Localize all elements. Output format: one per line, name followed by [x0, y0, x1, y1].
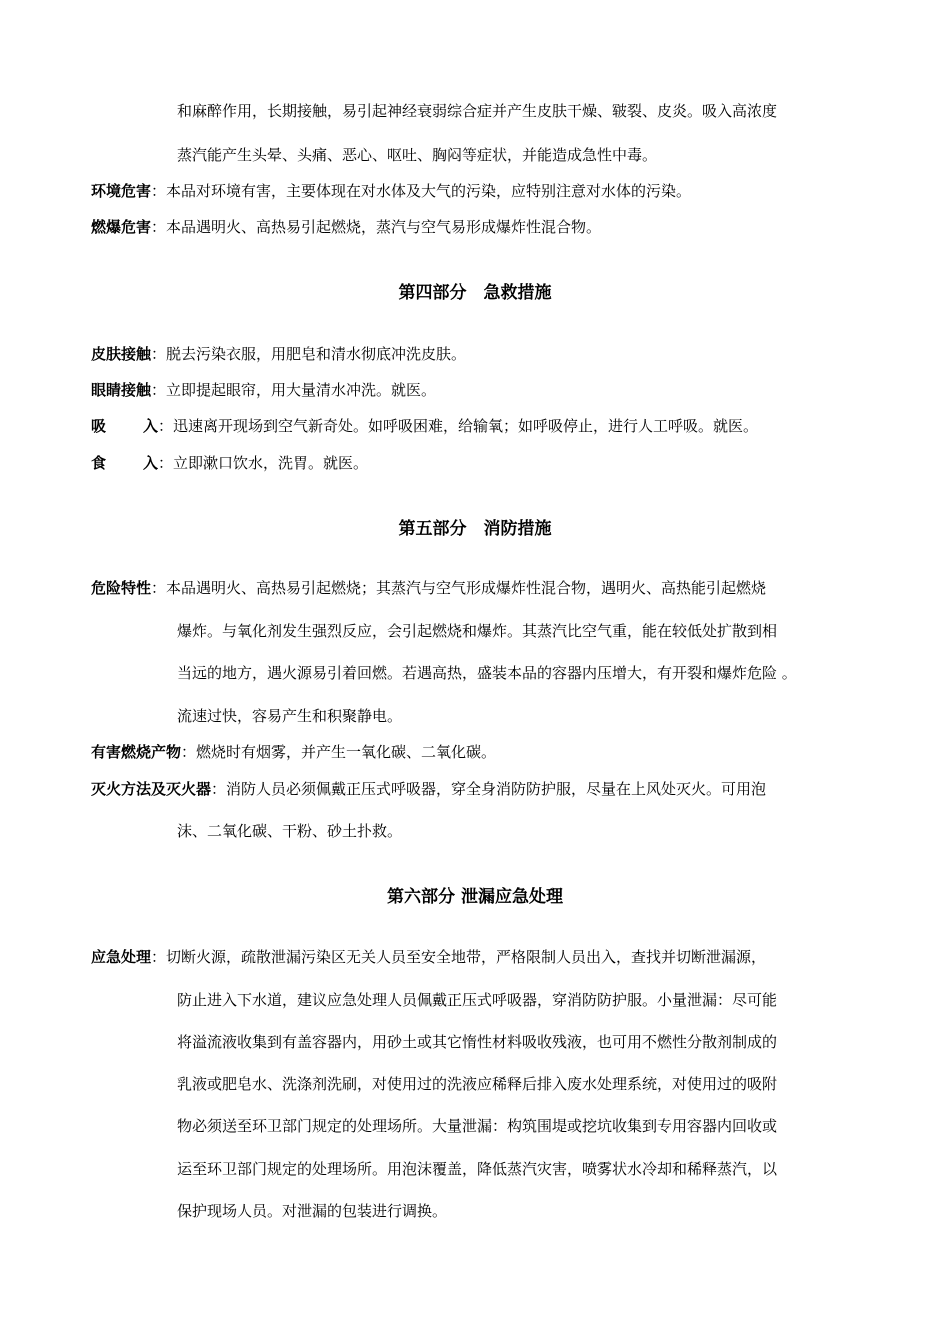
- combustion-products-text: ：燃烧时有烟雾，并产生一氧化碳、二氧化碳。: [181, 743, 497, 761]
- inhalation-text: ：迅速离开现场到空气新奇处。如呼吸困难，给输氧；如呼吸停止，进行人工呼吸。就医。: [158, 417, 759, 435]
- hazard-characteristics-label: 危险特性: [91, 579, 152, 597]
- fire-explosion-hazard-row: [91, 216, 601, 237]
- hazard-characteristics-line: 当远的地方，遇火源易引着回燃。若遇高热，盛装本品的容器内压增大，有开裂和爆炸危险 。: [177, 664, 797, 682]
- health-hazard-continuation-line-1: 和麻醉作用，长期接触，易引起神经衰弱综合症并产生皮肤干燥、皲裂、皮炎。吸入高浓度: [177, 102, 778, 120]
- ingestion-label-second-char: 入: [143, 454, 159, 472]
- inhalation-row: [91, 415, 758, 436]
- extinguishing-method-line: ：消防人员必须佩戴正压式呼吸器，穿全身消防防护服，尽量在上风处灭火。可用泡: [211, 780, 767, 798]
- eye-contact-row: [91, 379, 436, 400]
- ingestion-row: [91, 452, 368, 473]
- emergency-response-line: ：切断火源，疏散泄漏污染区无关人员至安全地带，严格限制人员出入，查找并切断泄漏源，: [151, 948, 767, 966]
- emergency-response-line: 将溢流液收集到有盖容器内，用砂土或其它惰性材料吸收残液，也可用不燃性分散剂制成的: [177, 1033, 778, 1051]
- emergency-response-line: 物必须送至环卫部门规定的处理场所。大量泄漏：构筑围堤或挖坑收集到专用容器内回收或: [177, 1117, 778, 1135]
- hazard-characteristics-line: 流速过快，容易产生和积聚静电。: [177, 707, 403, 725]
- combustion-products-label: 有害燃烧产物: [91, 743, 182, 761]
- fire-explosion-hazard-label: 燃爆危害: [91, 218, 152, 236]
- extinguishing-method-row: [91, 778, 766, 799]
- skin-contact-label: 皮肤接触: [91, 345, 152, 363]
- section-6-title: 第六部分 泄漏应急处理: [387, 887, 563, 907]
- eye-contact-label: 眼睛接触: [91, 381, 152, 399]
- ingestion-label-first-char: 食: [91, 454, 107, 472]
- extinguishing-method-label: 灭火方法及灭火器: [91, 780, 212, 798]
- environment-hazard-text: ：本品对环境有害，主要体现在对水体及大气的污染，应特别注意对水体的污染。: [151, 182, 692, 200]
- fire-explosion-hazard-text: ：本品遇明火、高热易引起燃烧，蒸汽与空气易形成爆炸性混合物。: [151, 218, 602, 236]
- hazard-characteristics-line: ：本品遇明火、高热易引起燃烧；其蒸汽与空气形成爆炸性混合物，遇明火、高热能引起燃烧: [151, 579, 767, 597]
- eye-contact-text: ：立即提起眼帘，用大量清水冲洗。就医。: [151, 381, 437, 399]
- health-hazard-continuation-line-2: 蒸汽能产生头晕、头痛、恶心、呕吐、胸闷等症状，并能造成急性中毒。: [177, 146, 658, 164]
- skin-contact-text: ：脱去污染衣服，用肥皂和清水彻底冲洗皮肤。: [151, 345, 467, 363]
- inhalation-label-second-char: 入: [143, 417, 159, 435]
- emergency-response-row: [91, 946, 766, 967]
- combustion-products-row: [91, 741, 496, 762]
- hazard-characteristics-row: [91, 577, 766, 598]
- emergency-response-line: 保护现场人员。对泄漏的包装进行调换。: [177, 1202, 448, 1220]
- section-4-title: 第四部分 急救措施: [398, 283, 552, 303]
- emergency-response-line: 运至环卫部门规定的处理场所。用泡沫覆盖，降低蒸汽灾害，喷雾状水冷却和稀释蒸汽，以: [177, 1160, 778, 1178]
- emergency-response-label: 应急处理: [91, 948, 152, 966]
- inhalation-label-first-char: 吸: [91, 417, 107, 435]
- skin-contact-row: [91, 343, 466, 364]
- extinguishing-method-line: 沫、二氧化碳、干粉、砂土扑救。: [177, 822, 403, 840]
- ingestion-text: ：立即漱口饮水，洗胃。就医。: [158, 454, 369, 472]
- section-5-title: 第五部分 消防措施: [398, 519, 552, 539]
- emergency-response-line: 乳液或肥皂水、洗涤剂洗刷，对使用过的洗液应稀释后排入废水处理系统，对使用过的吸附: [177, 1075, 778, 1093]
- emergency-response-line: 防止进入下水道，建议应急处理人员佩戴正压式呼吸器，穿消防防护服。小量泄漏：尽可能: [177, 991, 778, 1009]
- environment-hazard-label: 环境危害: [91, 182, 152, 200]
- hazard-characteristics-line: 爆炸。与氧化剂发生强烈反应，会引起燃烧和爆炸。其蒸汽比空气重，能在较低处扩散到相: [177, 622, 778, 640]
- environment-hazard-row: [91, 180, 691, 201]
